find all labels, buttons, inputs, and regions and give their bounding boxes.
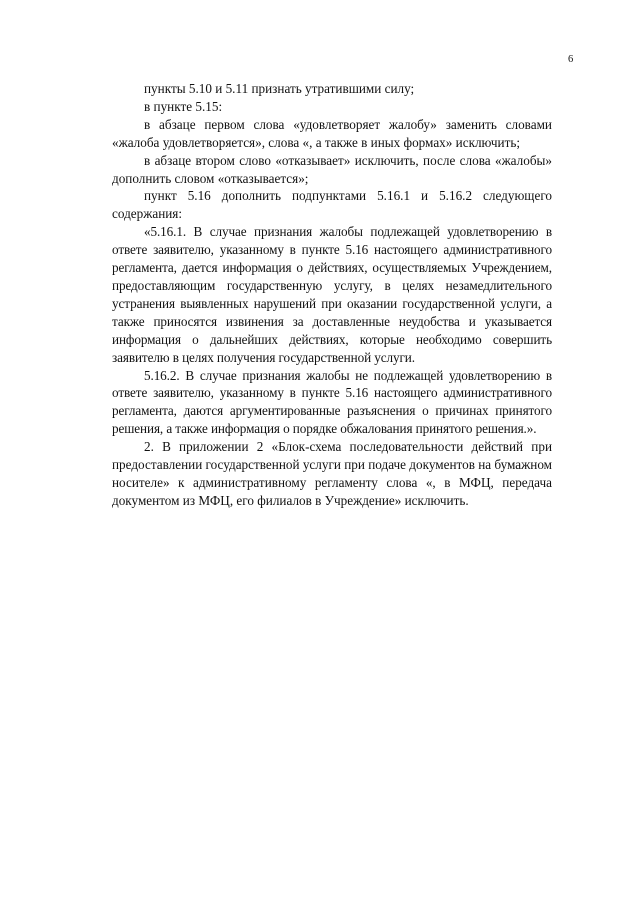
paragraph-items-5-10-5-11: пункты 5.10 и 5.11 признать утратившими силу; [144, 81, 415, 96]
paragraph-5-16-1: «5.16.1. В случае признания жалобы подлежащей удовлетворению в ответе заявителю, указанному в пункте 5.16 настоящего административного регламента, дается информация о действиях, осуществляемых Учреждением, предоставляющим государственную услугу, в целях незамедлительного устранения выявленных нарушений при оказании государственной услуги, а также приносятся извинения за доставленные неудобства и указывается информация о дальнейших действиях, которые необходимо совершить заявителю в целях получения государственной услуги. [112, 224, 552, 365]
document-body [112, 80, 552, 510]
paragraph-appendix-2: 2. В приложении 2 «Блок-схема последовательности действий при предоставлении государственной услуги при подаче документов на бумажном носителе» к административному регламенту слова «, в МФЦ, передача документом из МФЦ, его филиалов в Учреждение» исключить. [112, 439, 553, 508]
paragraph-5-16-2: 5.16.2. В случае признания жалобы не подлежащей удовлетворению в ответе заявителю, указанному в пункте 5.16 настоящего административного регламента, даются аргументированные разъяснения о причинах принятого решения, а также информация о порядке обжалования принятого решения.». [112, 367, 552, 437]
paragraph-item-5-15: в пункте 5.15: [144, 98, 223, 114]
paragraph-item-5-16: пункт 5.16 дополнить подпунктами 5.16.1 и 5.16.2 следующего содержания: [112, 188, 552, 222]
paragraph-first-subparagraph: в абзаце первом слова «удовлетворяет жалобу» заменить словами «жалоба удовлетворяется», слова «, а также в иных формах» исключить; [112, 116, 552, 150]
paragraph-second-subparagraph: в абзаце втором слово «отказывает» исключить, после слова «жалобы» дополнить словом «отказывается»; [112, 152, 552, 186]
page-number: 6 [568, 54, 574, 65]
